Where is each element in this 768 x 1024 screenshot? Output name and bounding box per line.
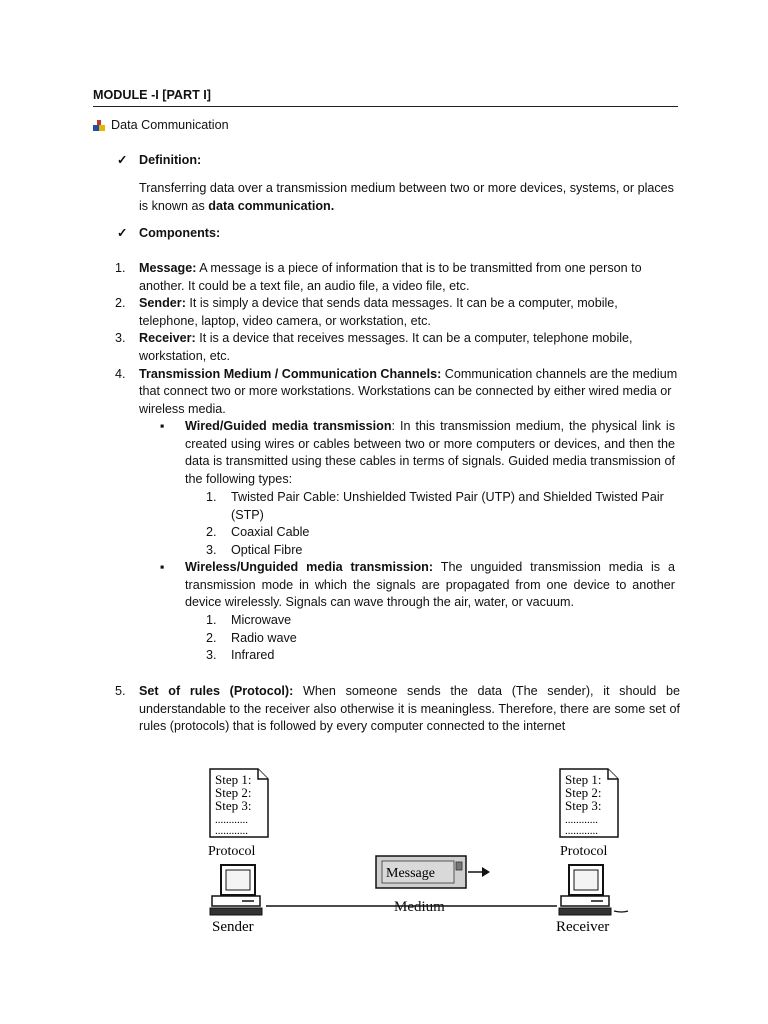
step-1-label: Step 1: — [565, 772, 602, 787]
definition-text — [139, 180, 679, 215]
receiver-label: Receiver — [556, 919, 610, 935]
list-number: 3. — [115, 331, 126, 346]
wired-media-item — [160, 418, 675, 488]
item-text: Infrared — [231, 648, 275, 663]
receiver-protocol-label: Protocol — [560, 844, 608, 859]
list-item — [115, 366, 680, 419]
list-item — [115, 260, 680, 295]
item-term: Set of rules (Protocol): — [139, 684, 294, 698]
definition-body: Transferring data over a transmission medium between two or more devices, systems, or places is known as — [139, 181, 674, 213]
square-bullet-icon: ▪ — [160, 419, 165, 433]
definition-heading: Definition: — [139, 153, 202, 167]
list-number: 5. — [115, 684, 126, 698]
list-item — [206, 647, 676, 665]
list-item — [206, 542, 676, 560]
item-text: A message is a piece of information that is to be transmitted from one person to another. It could be a text file, an audio file, a video file, etc. — [139, 261, 642, 293]
item-term: Wireless/Unguided media transmission: — [185, 560, 434, 574]
components-heading: Components: — [139, 226, 221, 240]
definition-term: data communication. — [208, 198, 335, 213]
item-text: It is a device that receives messages. It can be a computer, telephone mobile, workstation, etc. — [139, 331, 633, 363]
arrow-right-icon — [468, 867, 490, 877]
wireless-media-item — [160, 559, 675, 612]
list-item — [206, 630, 676, 648]
item-text: : In this transmission medium, the physical link is created using wires or cables between two or more computers or devices, and then the data is transmitted using these cables in terms of signals. Guided media transmission of the following types: — [185, 419, 675, 486]
sender-label: Sender — [212, 919, 254, 935]
module-title: MODULE -I [PART I] — [93, 87, 678, 107]
dots-line: ............ — [215, 814, 248, 826]
protocol-diagram — [202, 765, 632, 937]
step-3-label: Step 3: — [565, 798, 602, 813]
item-text: Optical Fibre — [231, 542, 303, 557]
item-text: It is simply a device that sends data messages. It can be a computer, mobile, telephone, laptop, video camera, or workstation, etc. — [139, 296, 618, 328]
guided-media-list — [206, 489, 676, 559]
definition-heading-row — [117, 152, 201, 170]
list-number: 1. — [115, 261, 126, 275]
item-text: When someone sends the data (The sender), it should be understandable to the receiver also otherwise it is meaningless. Therefore, there are some set of rules (protocols) that is followed by every computer connected to the internet — [139, 684, 680, 734]
item-term: Transmission Medium / Communication Channels: — [139, 366, 442, 381]
section-heading — [93, 117, 229, 135]
components-heading-row — [117, 225, 220, 243]
protocol-item — [115, 683, 680, 736]
list-number: 3. — [206, 648, 217, 663]
item-text: Coaxial Cable — [231, 525, 310, 540]
receiver-computer-icon — [559, 865, 628, 915]
step-2-label: Step 2: — [565, 785, 602, 800]
square-bullet-icon: ▪ — [160, 560, 165, 574]
message-label: Message — [386, 866, 435, 881]
step-2-label: Step 2: — [215, 785, 252, 800]
sender-computer-icon — [210, 865, 262, 915]
checkmark-icon: ✓ — [117, 226, 128, 240]
list-number: 4. — [115, 366, 126, 381]
list-number: 1. — [206, 613, 217, 627]
item-text: Communication channels are the medium that connect two or more workstations. Workstations can be connected by either wired media or wireless media. — [139, 366, 678, 416]
checkmark-icon: ✓ — [117, 153, 128, 167]
dots-line: ............ — [215, 825, 248, 837]
item-term: Wired/Guided media transmission — [185, 419, 392, 433]
item-text: Radio wave — [231, 630, 297, 645]
item-text: Twisted Pair Cable: Unshielded Twisted Pair (UTP) and Shielded Twisted Pair (STP) — [231, 490, 664, 522]
list-item — [206, 489, 676, 524]
list-item — [206, 612, 676, 630]
section-title: Data Communication — [111, 118, 229, 132]
list-number: 3. — [206, 542, 217, 557]
item-text: Microwave — [231, 613, 292, 627]
list-item — [115, 295, 680, 330]
list-number: 2. — [206, 525, 217, 540]
colored-bullet-icon — [93, 120, 105, 132]
list-number: 2. — [115, 296, 126, 311]
dots-line: ............ — [565, 825, 598, 837]
item-term: Message: — [139, 261, 197, 275]
step-3-label: Step 3: — [215, 798, 252, 813]
unguided-media-list — [206, 612, 676, 665]
components-list — [115, 260, 680, 418]
list-number: 2. — [206, 630, 217, 645]
list-number: 1. — [206, 490, 217, 504]
medium-label: Medium — [394, 899, 445, 915]
item-term: Receiver: — [139, 331, 196, 346]
step-1-label: Step 1: — [215, 772, 252, 787]
dots-line: ............ — [565, 814, 598, 826]
item-term: Sender: — [139, 296, 186, 311]
list-item — [206, 524, 676, 542]
list-item — [115, 330, 680, 365]
item-text: The unguided transmission media is a transmission mode in which the signals are propagated from one device to another device wirelessly. Signals can wave through the air, water, or vacuum. — [185, 560, 675, 610]
sender-protocol-label: Protocol — [208, 844, 256, 859]
